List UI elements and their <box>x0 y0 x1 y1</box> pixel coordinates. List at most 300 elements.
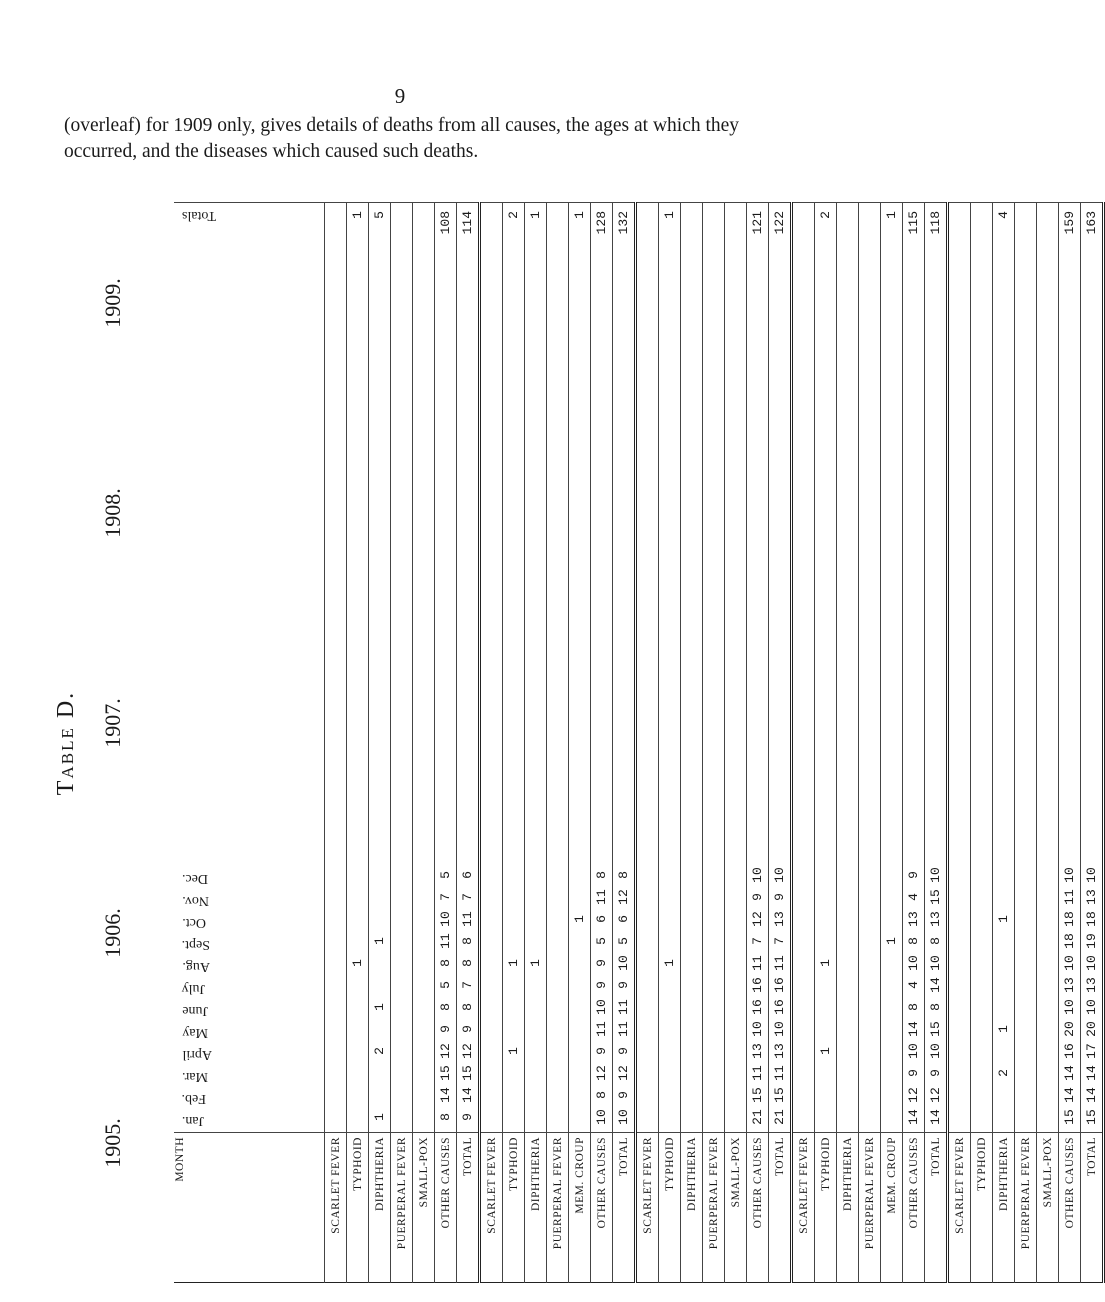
table-cell: 7 <box>772 937 787 945</box>
row-label: OTHER CAUSES <box>747 1133 769 1283</box>
row-cells <box>391 207 412 1128</box>
row-values <box>569 203 591 1133</box>
table-row <box>1037 203 1059 1283</box>
month-label: Mar. <box>182 1069 209 1084</box>
row-label: OTHER CAUSES <box>1059 1133 1081 1283</box>
row-label: TOTAL <box>925 1133 948 1283</box>
row-values <box>1081 203 1104 1133</box>
row-cells <box>747 207 768 1128</box>
table-cell: 13 <box>1062 977 1077 993</box>
table-cell: 9 <box>906 1069 921 1077</box>
row-cells <box>703 207 724 1128</box>
row-label: SCARLET FEVER <box>480 1133 503 1283</box>
row-cells <box>1059 207 1080 1128</box>
row-values <box>903 203 925 1133</box>
table-cell: 1 <box>662 959 677 967</box>
month-cells <box>174 207 332 1128</box>
table-cell: 14 <box>906 1021 921 1037</box>
table-cell: 12 <box>438 1043 453 1059</box>
table-cell: 10 <box>1062 867 1077 883</box>
table-row <box>391 203 413 1283</box>
row-values <box>747 203 769 1133</box>
row-label: TYPHOID <box>659 1133 681 1283</box>
table-row <box>881 203 903 1283</box>
table-cell: 8 <box>438 1003 453 1011</box>
table-cell: 14 <box>928 977 943 993</box>
table-cell: 7 <box>460 893 475 901</box>
table-cell: 9 <box>460 1113 475 1121</box>
row-cells <box>503 207 524 1128</box>
table-cell: 5 <box>438 871 453 879</box>
table-cell: 16 <box>1062 1043 1077 1059</box>
table-cell: 13 <box>750 1043 765 1059</box>
row-cells <box>569 207 590 1128</box>
row-label: DIPHTHERIA <box>681 1133 703 1283</box>
table-cell: 10 <box>594 999 609 1015</box>
table-cell: 8 <box>438 959 453 967</box>
table-cell: 11 <box>772 1065 787 1081</box>
month-label: July <box>182 981 206 996</box>
table-row <box>703 203 725 1283</box>
table-cell: 6 <box>594 915 609 923</box>
row-cells <box>457 207 478 1128</box>
row-values <box>837 203 859 1133</box>
table-cell: 12 <box>928 1087 943 1103</box>
row-total: 1 <box>350 211 365 219</box>
table-cell: 10 <box>1062 955 1077 971</box>
table-cell: 15 <box>460 1065 475 1081</box>
table-cell: 15 <box>438 1065 453 1081</box>
table-cell: 1 <box>528 959 543 967</box>
row-label: SCARLET FEVER <box>792 1133 815 1283</box>
table-cell: 9 <box>750 893 765 901</box>
table-cell: 15 <box>750 1087 765 1103</box>
table-cell: 9 <box>460 1025 475 1033</box>
row-values <box>391 203 413 1133</box>
row-cells <box>325 207 346 1128</box>
table-cell: 1 <box>350 959 365 967</box>
table-cell: 14 <box>460 1087 475 1103</box>
table-cell: 8 <box>928 937 943 945</box>
table-cell: 12 <box>906 1087 921 1103</box>
table-cell: 8 <box>460 959 475 967</box>
table-cell: 6 <box>460 871 475 879</box>
table-cell: 10 <box>616 1109 631 1125</box>
row-total: 108 <box>438 211 453 235</box>
table-cell: 1 <box>372 1113 387 1121</box>
table-cell: 10 <box>1084 955 1099 971</box>
table-row <box>457 203 480 1283</box>
row-cells <box>347 207 368 1128</box>
row-cells <box>547 207 568 1128</box>
table-cell: 11 <box>1062 889 1077 905</box>
table-cell: 8 <box>906 1003 921 1011</box>
row-total: 2 <box>818 211 833 219</box>
row-label: TYPHOID <box>971 1133 993 1283</box>
year-headings <box>100 203 160 1283</box>
table-cell: 15 <box>1084 1109 1099 1125</box>
table-cell: 21 <box>772 1109 787 1125</box>
table-cell: 5 <box>616 937 631 945</box>
table-row <box>971 203 993 1283</box>
table-cell: 10 <box>438 911 453 927</box>
month-label: June <box>182 1003 208 1018</box>
row-cells <box>637 207 658 1128</box>
table-row <box>569 203 591 1283</box>
row-cells <box>837 207 858 1128</box>
table-cell: 10 <box>1084 867 1099 883</box>
row-label: OTHER CAUSES <box>903 1133 925 1283</box>
row-values <box>1015 203 1037 1133</box>
table-cell: 8 <box>460 1003 475 1011</box>
table-cell: 5 <box>594 937 609 945</box>
table-row <box>837 203 859 1283</box>
row-cells <box>815 207 836 1128</box>
row-cells <box>481 207 502 1128</box>
table-cell: 13 <box>772 1043 787 1059</box>
row-label: SMALL-POX <box>1037 1133 1059 1283</box>
row-total: 122 <box>772 211 787 235</box>
row-label: DIPHTHERIA <box>369 1133 391 1283</box>
table-cell: 11 <box>616 999 631 1015</box>
row-cells <box>881 207 902 1128</box>
row-values <box>413 203 435 1133</box>
row-label: OTHER CAUSES <box>435 1133 457 1283</box>
row-label: SCARLET FEVER <box>636 1133 659 1283</box>
row-label: DIPHTHERIA <box>993 1133 1015 1283</box>
table-row <box>413 203 435 1283</box>
table-cell: 14 <box>1084 1087 1099 1103</box>
table-cell: 6 <box>616 915 631 923</box>
row-label: TOTAL <box>613 1133 636 1283</box>
table-cell: 14 <box>906 1109 921 1125</box>
table-row <box>903 203 925 1283</box>
row-total: 2 <box>506 211 521 219</box>
totals-label: Totals <box>182 208 217 223</box>
year-heading-1906: 1906. <box>100 908 125 958</box>
table-cell: 2 <box>372 1047 387 1055</box>
row-label: SCARLET FEVER <box>325 1133 347 1283</box>
row-values <box>636 203 659 1133</box>
table-cell: 9 <box>594 959 609 967</box>
row-cells <box>1081 207 1102 1128</box>
row-label: SCARLET FEVER <box>948 1133 971 1283</box>
row-cells <box>859 207 880 1128</box>
row-total: 1 <box>528 211 543 219</box>
table-cell: 7 <box>460 981 475 989</box>
row-cells <box>793 207 814 1128</box>
row-values <box>881 203 903 1133</box>
row-label: PUERPERAL FEVER <box>1015 1133 1037 1283</box>
row-total: 118 <box>928 211 943 235</box>
table-row <box>925 203 948 1283</box>
table-cell: 9 <box>772 893 787 901</box>
month-label: Dec. <box>182 871 209 886</box>
row-values <box>725 203 747 1133</box>
year-heading-1909: 1909. <box>100 278 125 328</box>
table-cell: 16 <box>772 977 787 993</box>
row-cells <box>435 207 456 1128</box>
table-cell: 16 <box>750 977 765 993</box>
table-cell: 20 <box>1062 1021 1077 1037</box>
table-cell: 10 <box>772 1021 787 1037</box>
row-cells <box>903 207 924 1128</box>
year-heading-1905: 1905. <box>100 1118 125 1168</box>
row-cells <box>1037 207 1058 1128</box>
deaths-table-body <box>174 203 1104 1283</box>
row-values <box>325 203 347 1133</box>
row-values <box>1037 203 1059 1133</box>
table-cell: 10 <box>1062 999 1077 1015</box>
row-label: MEM. CROUP <box>569 1133 591 1283</box>
table-row <box>369 203 391 1283</box>
row-cells <box>613 207 634 1128</box>
table-cell: 14 <box>1062 1087 1077 1103</box>
table-cell: 12 <box>616 889 631 905</box>
table-cell: 18 <box>1084 911 1099 927</box>
table-row <box>1015 203 1037 1283</box>
table-cell: 14 <box>1084 1065 1099 1081</box>
row-values <box>347 203 369 1133</box>
table-cell: 1 <box>372 937 387 945</box>
row-values <box>435 203 457 1133</box>
table-row <box>747 203 769 1283</box>
row-cells <box>591 207 612 1128</box>
month-label: April <box>182 1047 212 1062</box>
table-cell: 10 <box>906 955 921 971</box>
table-cell: 5 <box>438 981 453 989</box>
row-label: PUERPERAL FEVER <box>547 1133 569 1283</box>
table-cell: 1 <box>884 937 899 945</box>
row-total: 114 <box>460 211 475 235</box>
row-cells <box>413 207 434 1128</box>
table-cell: 9 <box>928 1069 943 1077</box>
row-label: DIPHTHERIA <box>525 1133 547 1283</box>
row-total: 5 <box>372 211 387 219</box>
table-cell: 13 <box>906 911 921 927</box>
row-label: OTHER CAUSES <box>591 1133 613 1283</box>
table-header <box>48 203 174 1283</box>
table-cell: 9 <box>594 1047 609 1055</box>
table-cell: 15 <box>928 889 943 905</box>
table-cell: 1 <box>372 1003 387 1011</box>
table-row <box>815 203 837 1283</box>
rotated-table <box>48 203 1099 1283</box>
table-area <box>48 203 1099 1283</box>
page-number: 9 <box>394 84 406 108</box>
table-cell: 13 <box>772 911 787 927</box>
row-total: 163 <box>1084 211 1099 235</box>
table-row <box>435 203 457 1283</box>
table-cell: 10 <box>928 867 943 883</box>
table-cell: 1 <box>506 1047 521 1055</box>
table-row <box>725 203 747 1283</box>
month-label: May <box>182 1025 208 1040</box>
table-cell: 14 <box>1062 1065 1077 1081</box>
row-label: TOTAL <box>457 1133 480 1283</box>
table-row <box>503 203 525 1283</box>
row-cells <box>659 207 680 1128</box>
table-row <box>993 203 1015 1283</box>
table-cell: 10 <box>772 867 787 883</box>
row-cells <box>681 207 702 1128</box>
table-cell: 11 <box>616 1021 631 1037</box>
row-label: PUERPERAL FEVER <box>391 1133 413 1283</box>
row-cells <box>949 207 970 1128</box>
row-total: 159 <box>1062 211 1077 235</box>
month-label: Jan. <box>182 1113 205 1128</box>
table-cell: 21 <box>750 1109 765 1125</box>
table-cell: 8 <box>928 1003 943 1011</box>
table-cell: 9 <box>438 1025 453 1033</box>
row-total: 115 <box>906 211 921 235</box>
table-row <box>480 203 503 1283</box>
table-row <box>525 203 547 1283</box>
table-cell: 1 <box>572 915 587 923</box>
table-row <box>792 203 815 1283</box>
table-cell: 8 <box>594 871 609 879</box>
row-values <box>859 203 881 1133</box>
month-header: MONTH <box>174 1133 325 1283</box>
row-values <box>792 203 815 1133</box>
table-cell: 10 <box>906 1043 921 1059</box>
table-cell: 19 <box>1084 933 1099 949</box>
table-cell: 18 <box>1062 933 1077 949</box>
month-header-row <box>174 203 325 1283</box>
row-values <box>948 203 971 1133</box>
table-cell: 4 <box>906 893 921 901</box>
row-label: TOTAL <box>769 1133 792 1283</box>
table-cell: 13 <box>1084 889 1099 905</box>
table-cell: 14 <box>438 1087 453 1103</box>
table-cell: 10 <box>616 955 631 971</box>
row-values <box>1059 203 1081 1133</box>
row-total: 128 <box>594 211 609 235</box>
row-values <box>971 203 993 1133</box>
row-values <box>503 203 525 1133</box>
row-values <box>925 203 948 1133</box>
table-cell: 15 <box>928 1021 943 1037</box>
table-cell: 9 <box>616 1091 631 1099</box>
month-labels <box>174 203 325 1133</box>
row-values <box>457 203 480 1133</box>
table-cell: 11 <box>438 933 453 949</box>
table-row <box>659 203 681 1283</box>
row-values <box>703 203 725 1133</box>
row-values <box>525 203 547 1133</box>
row-values <box>769 203 792 1133</box>
table-cell: 10 <box>594 1109 609 1125</box>
table-cell: 8 <box>906 937 921 945</box>
table-row <box>591 203 613 1283</box>
row-cells <box>725 207 746 1128</box>
row-label: TYPHOID <box>503 1133 525 1283</box>
row-values <box>480 203 503 1133</box>
table-row <box>1059 203 1081 1283</box>
table-cell: 9 <box>616 981 631 989</box>
row-label: PUERPERAL FEVER <box>859 1133 881 1283</box>
table-row <box>948 203 971 1283</box>
table-cell: 12 <box>460 1043 475 1059</box>
table-cell: 11 <box>460 911 475 927</box>
row-label: MEM. CROUP <box>881 1133 903 1283</box>
table-cell: 7 <box>438 893 453 901</box>
table-cell: 14 <box>928 1109 943 1125</box>
row-label: TOTAL <box>1081 1133 1104 1283</box>
row-label: TYPHOID <box>815 1133 837 1283</box>
row-cells <box>769 207 790 1128</box>
table-cell: 15 <box>1062 1109 1077 1125</box>
row-values <box>659 203 681 1133</box>
table-cell: 18 <box>1062 911 1077 927</box>
table-cell: 4 <box>906 981 921 989</box>
table-cell: 10 <box>928 955 943 971</box>
row-values <box>369 203 391 1133</box>
row-total: 4 <box>996 211 1011 219</box>
row-cells <box>369 207 390 1128</box>
year-heading-1907: 1907. <box>100 698 125 748</box>
month-label: Feb. <box>182 1091 207 1106</box>
table-cell: 17 <box>1084 1043 1099 1059</box>
table-cell: 8 <box>438 1113 453 1121</box>
month-label: Nov. <box>182 893 209 908</box>
table-cell: 9 <box>594 981 609 989</box>
month-label: Aug. <box>182 959 210 974</box>
row-label: SMALL-POX <box>413 1133 435 1283</box>
row-total: 1 <box>662 211 677 219</box>
table-cell: 16 <box>750 999 765 1015</box>
table-row <box>769 203 792 1283</box>
row-values <box>547 203 569 1133</box>
table-row <box>325 203 347 1283</box>
table-cell: 8 <box>594 1091 609 1099</box>
table-cell: 11 <box>772 955 787 971</box>
table-cell: 1 <box>506 959 521 967</box>
row-cells <box>525 207 546 1128</box>
row-total: 1 <box>572 211 587 219</box>
table-cell: 2 <box>996 1069 1011 1077</box>
table-cell: 12 <box>616 1065 631 1081</box>
table-cell: 8 <box>616 871 631 879</box>
row-cells <box>925 207 946 1128</box>
table-cell: 10 <box>750 1021 765 1037</box>
table-title: Table D. <box>53 690 79 796</box>
row-values <box>993 203 1015 1133</box>
table-cell: 12 <box>750 911 765 927</box>
table-cell: 9 <box>616 1047 631 1055</box>
table-cell: 10 <box>1084 999 1099 1015</box>
table-row <box>547 203 569 1283</box>
table-cell: 8 <box>460 937 475 945</box>
table-cell: 9 <box>906 871 921 879</box>
table-cell: 1 <box>818 959 833 967</box>
row-label: DIPHTHERIA <box>837 1133 859 1283</box>
table-cell: 1 <box>818 1047 833 1055</box>
row-total: 132 <box>616 211 631 235</box>
row-label: TYPHOID <box>347 1133 369 1283</box>
table-row <box>1081 203 1104 1283</box>
table-cell: 11 <box>750 1065 765 1081</box>
intro-paragraph: (overleaf) for 1909 only, gives details of deaths from all causes, the ages at which they occurred, and the diseases which caused such deaths. <box>64 115 740 162</box>
table-cell: 15 <box>772 1087 787 1103</box>
table-cell: 10 <box>750 867 765 883</box>
table-row <box>347 203 369 1283</box>
table-cell: 13 <box>928 911 943 927</box>
month-label: Oct. <box>182 915 206 930</box>
deaths-table <box>174 202 1105 1283</box>
table-cell: 11 <box>594 889 609 905</box>
row-cells <box>1015 207 1036 1128</box>
